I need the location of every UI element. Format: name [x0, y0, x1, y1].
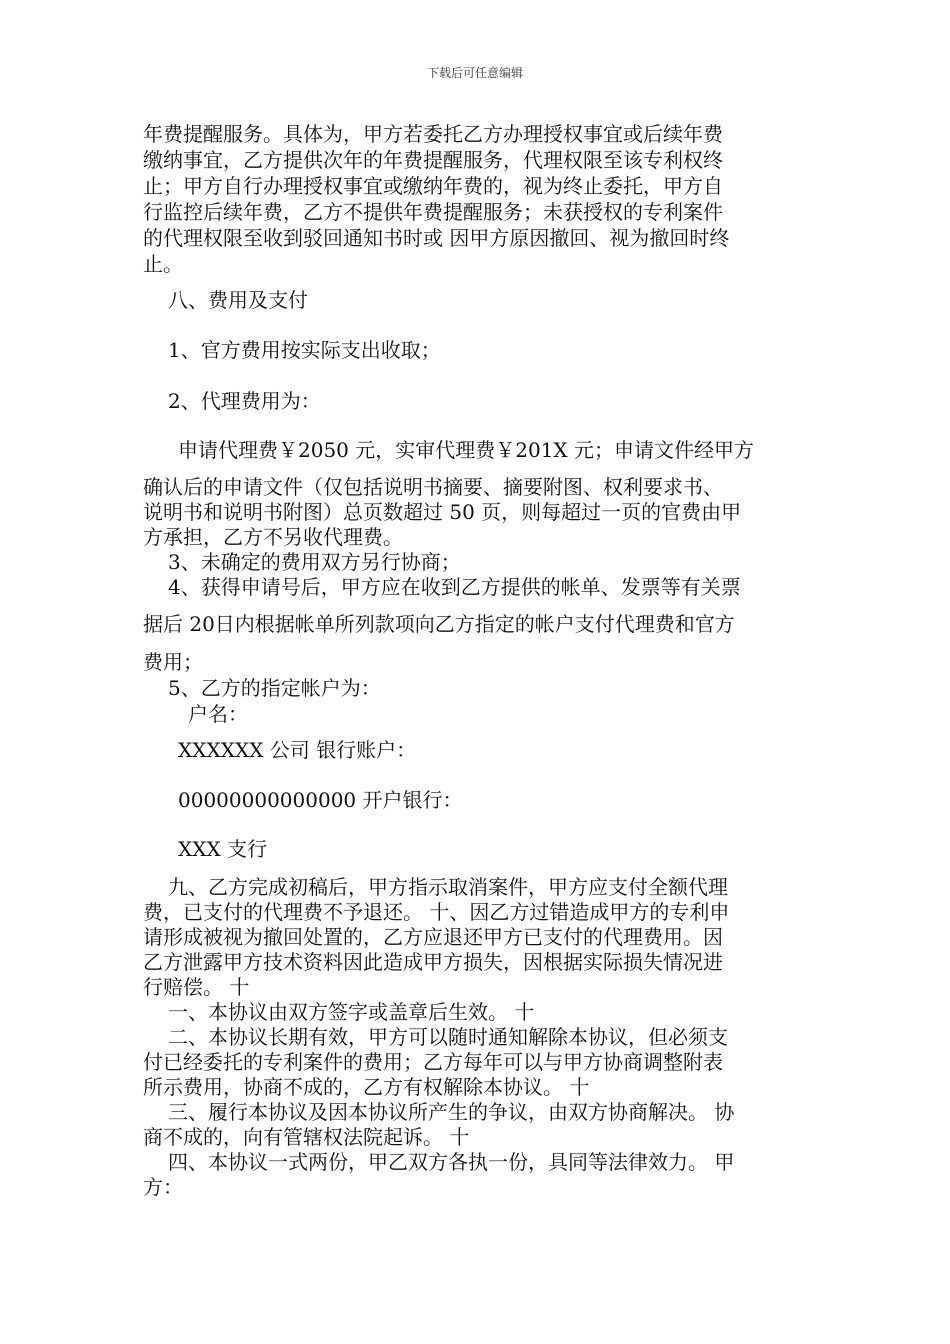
body-line: 方： [143, 1175, 183, 1199]
body-line: 商不成的，向有管辖权法院起诉。 十 [143, 1125, 470, 1149]
body-line: 九、乙方完成初稿后，甲方指示取消案件，甲方应支付全额代理 [168, 875, 728, 899]
body-line: 1、官方费用按实际支出收取； [168, 338, 441, 362]
body-line: 说明书和说明书附图）总页数超过 50 页，则每超过一页的官费由甲 [143, 500, 742, 524]
body-line: 乙方泄露甲方技术资料因此造成甲方损失，因根据实际损失情况进 [143, 950, 723, 974]
body-line: 四、本协议一式两份，甲乙双方各执一份，具同等法律效力。 甲 [168, 1150, 735, 1174]
body-line: 年费提醒服务。具体为，甲方若委托乙方办理授权事宜或后续年费 [143, 122, 723, 146]
section-heading: 八、费用及支付 [168, 288, 308, 312]
body-line: 费用； [143, 650, 203, 674]
body-line: 4、获得申请号后，甲方应在收到乙方提供的帐单、发票等有关票 [168, 575, 741, 599]
account-bank-line: XXX 支行 [178, 837, 268, 861]
body-line: 所示费用，协商不成的，乙方有权解除本协议。 十 [143, 1075, 590, 1099]
body-line: 二、本协议长期有效，甲方可以随时通知解除本协议，但必须支 [168, 1025, 728, 1049]
page-header-note: 下载后可任意编辑 [426, 66, 523, 80]
account-name-label: 户名： [188, 702, 248, 726]
body-line: 方承担，乙方不另收代理费。 [143, 525, 403, 549]
body-line: 请形成被视为撤回处置的，乙方应退还甲方已支付的代理费用。因 [143, 925, 723, 949]
account-company-line: XXXXXX 公司 银行账户： [178, 738, 417, 762]
body-line: 行赔偿。 十 [143, 975, 250, 999]
body-line: 止；甲方自行办理授权事宜或缴纳年费的，视为终止委托，甲方自 [143, 174, 723, 198]
body-line: 一、本协议由双方签字或盖章后生效。 十 [168, 1000, 535, 1024]
body-line: 付已经委托的专利案件的费用；乙方每年可以与甲方协商调整附表 [143, 1050, 723, 1074]
body-line: 据后 20日内根据帐单所列款项向乙方指定的帐户支付代理费和官方 [143, 612, 735, 636]
body-line: 费，已支付的代理费不予退还。 十、因乙方过错造成甲方的专利申 [143, 900, 730, 924]
account-number-line: 00000000000000 开户银行： [178, 788, 463, 812]
body-line: 2、代理费用为： [168, 389, 321, 413]
body-line: 止。 [143, 252, 183, 276]
body-line: 申请代理费￥2050 元，实审代理费￥201X 元；申请文件经甲方 [178, 438, 755, 462]
body-line: 三、履行本协议及因本协议所产生的争议，由双方协商解决。 协 [168, 1100, 735, 1124]
body-line: 5、乙方的指定帐户为： [168, 676, 381, 700]
body-line: 缴纳事宜，乙方提供次年的年费提醒服务，代理权限至该专利权终 [143, 148, 723, 172]
body-line: 3、未确定的费用双方另行协商； [168, 550, 461, 574]
body-line: 的代理权限至收到驳回通知书时或 因甲方原因撤回、视为撤回时终 [143, 226, 730, 250]
body-line: 确认后的申请文件（仅包括说明书摘要、摘要附图、权利要求书、 [143, 475, 723, 499]
body-line: 行监控后续年费，乙方不提供年费提醒服务；未获授权的专利案件 [143, 200, 723, 224]
